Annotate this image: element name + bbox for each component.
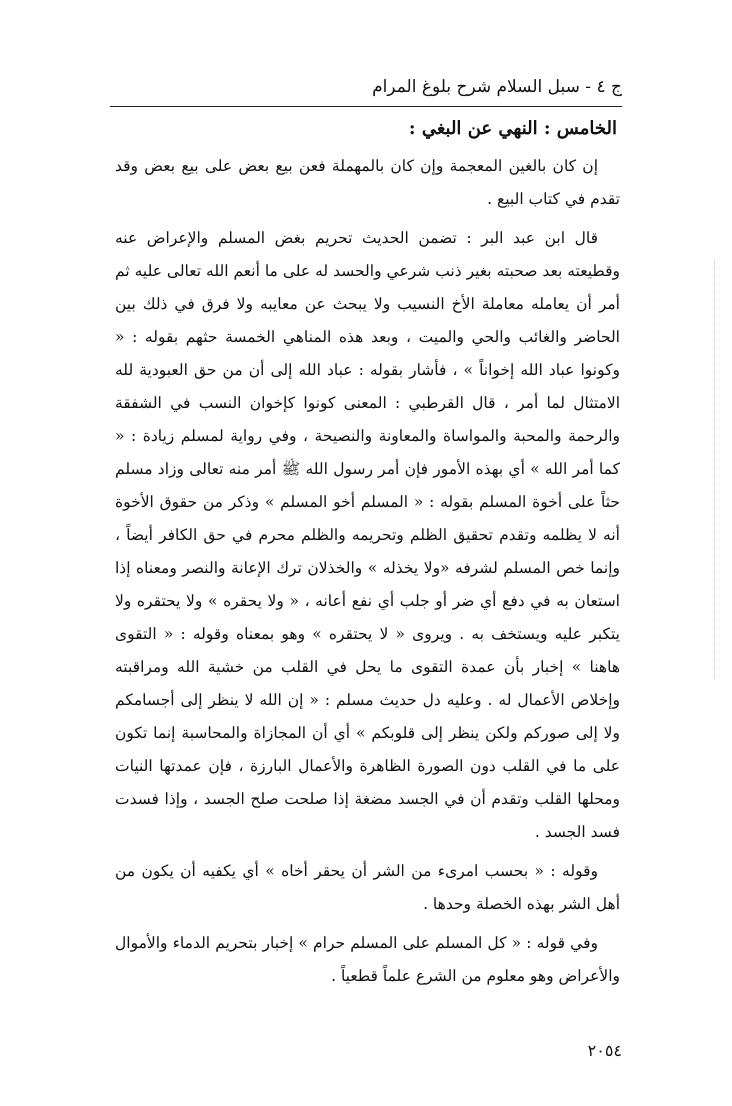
scan-artifact <box>714 260 721 680</box>
paragraph: وقوله : « بحسب امرىء من الشر أن يحقر أخاه » أي يكفيه أن يكون من أهل الشر بهذه الخصلة وحدها . <box>115 862 620 913</box>
running-header: ج ٤ - سبل السلام شرح بلوغ المرام <box>372 77 622 97</box>
page-number: ٢٠٥٤ <box>587 1041 622 1060</box>
paragraph: قال ابن عبد البر : تضمن الحديث تحريم بغض المسلم والإعراض عنه وقطيعته بعد صحبته بغير ذنب شرعي والحسد له على ما أنعم الله تعالى عليه ثم أمر أن يعامله معاملة الأخ النسيب ولا يبحث عن معايبه ولا فرق في ذلك بين الحاضر والغائب والحي والميت ، وبعد هذه المناهي الخمسة حثهم بقوله : « وكونوا عباد الله إخواناً » ، فأشار بقوله : عباد الله إلى أن من حق العبودية لله الامتثال لما أمر ، قال القرطبي : المعنى كونوا كإخوان النسب في الشفقة والرحمة والمحبة والمواساة والمعاونة والنصيحة ، وفي رواية لمسلم زيادة : « كما أمر الله » أي بهذه الأمور فإن أمر رسول الله ﷺ أمر منه تعالى وزاد مسلم حثاً على أخوة المسلم بقوله : « المسلم أخو المسلم » وذكر من حقوق الأخوة أنه لا يظلمه وتقدم تحقيق الظلم وتحريمه والظلم محرم في حق الكافر أيضاً ، وإنما خص المسلم لشرفه «ولا يخذله » والخذلان ترك الإعانة والنصر ومعناه إذا استعان به في دفع أي ضر أو جلب أي نفع أعانه ، « ولا يحقره » ولا يحتقره ولا يتكبر عليه ويستخف به . ويروى « لا يحتقره » وهو بمعناه وقوله : « التقوى هاهنا » إخبار بأن عمدة التقوى ما يحل في القلب من خشية الله ومراقبته وإخلاص الأعمال له . وعليه دل حديث مسلم : « إن الله لا ينظر إلى أجسامكم ولا إلى صوركم ولكن ينظر إلى قلوبكم » أي أن المجازاة والمحاسبة إنما تكون على ما في القلب دون الصورة الظاهرة والأعمال البارزة ، فإن عمدتها النيات ومحلها القلب وتقدم أن في الجسد مضغة إذا صلحت صلح الجسد ، وإذا فسدت فسد الجسد . <box>115 229 620 841</box>
paragraph: إن كان بالغين المعجمة وإن كان بالمهملة فعن بيع بعض على بيع بعض وقد تقدم في كتاب البيع . <box>115 157 620 208</box>
header-divider <box>110 106 622 107</box>
body-text <box>115 150 620 999</box>
paragraph: وفي قوله : « كل المسلم على المسلم حرام » إخبار بتحريم الدماء والأموال والأعراض وهو معلوم من الشرع علماً قطعياً . <box>115 934 620 985</box>
section-title: الخامس : النهي عن البغي : <box>408 118 617 139</box>
